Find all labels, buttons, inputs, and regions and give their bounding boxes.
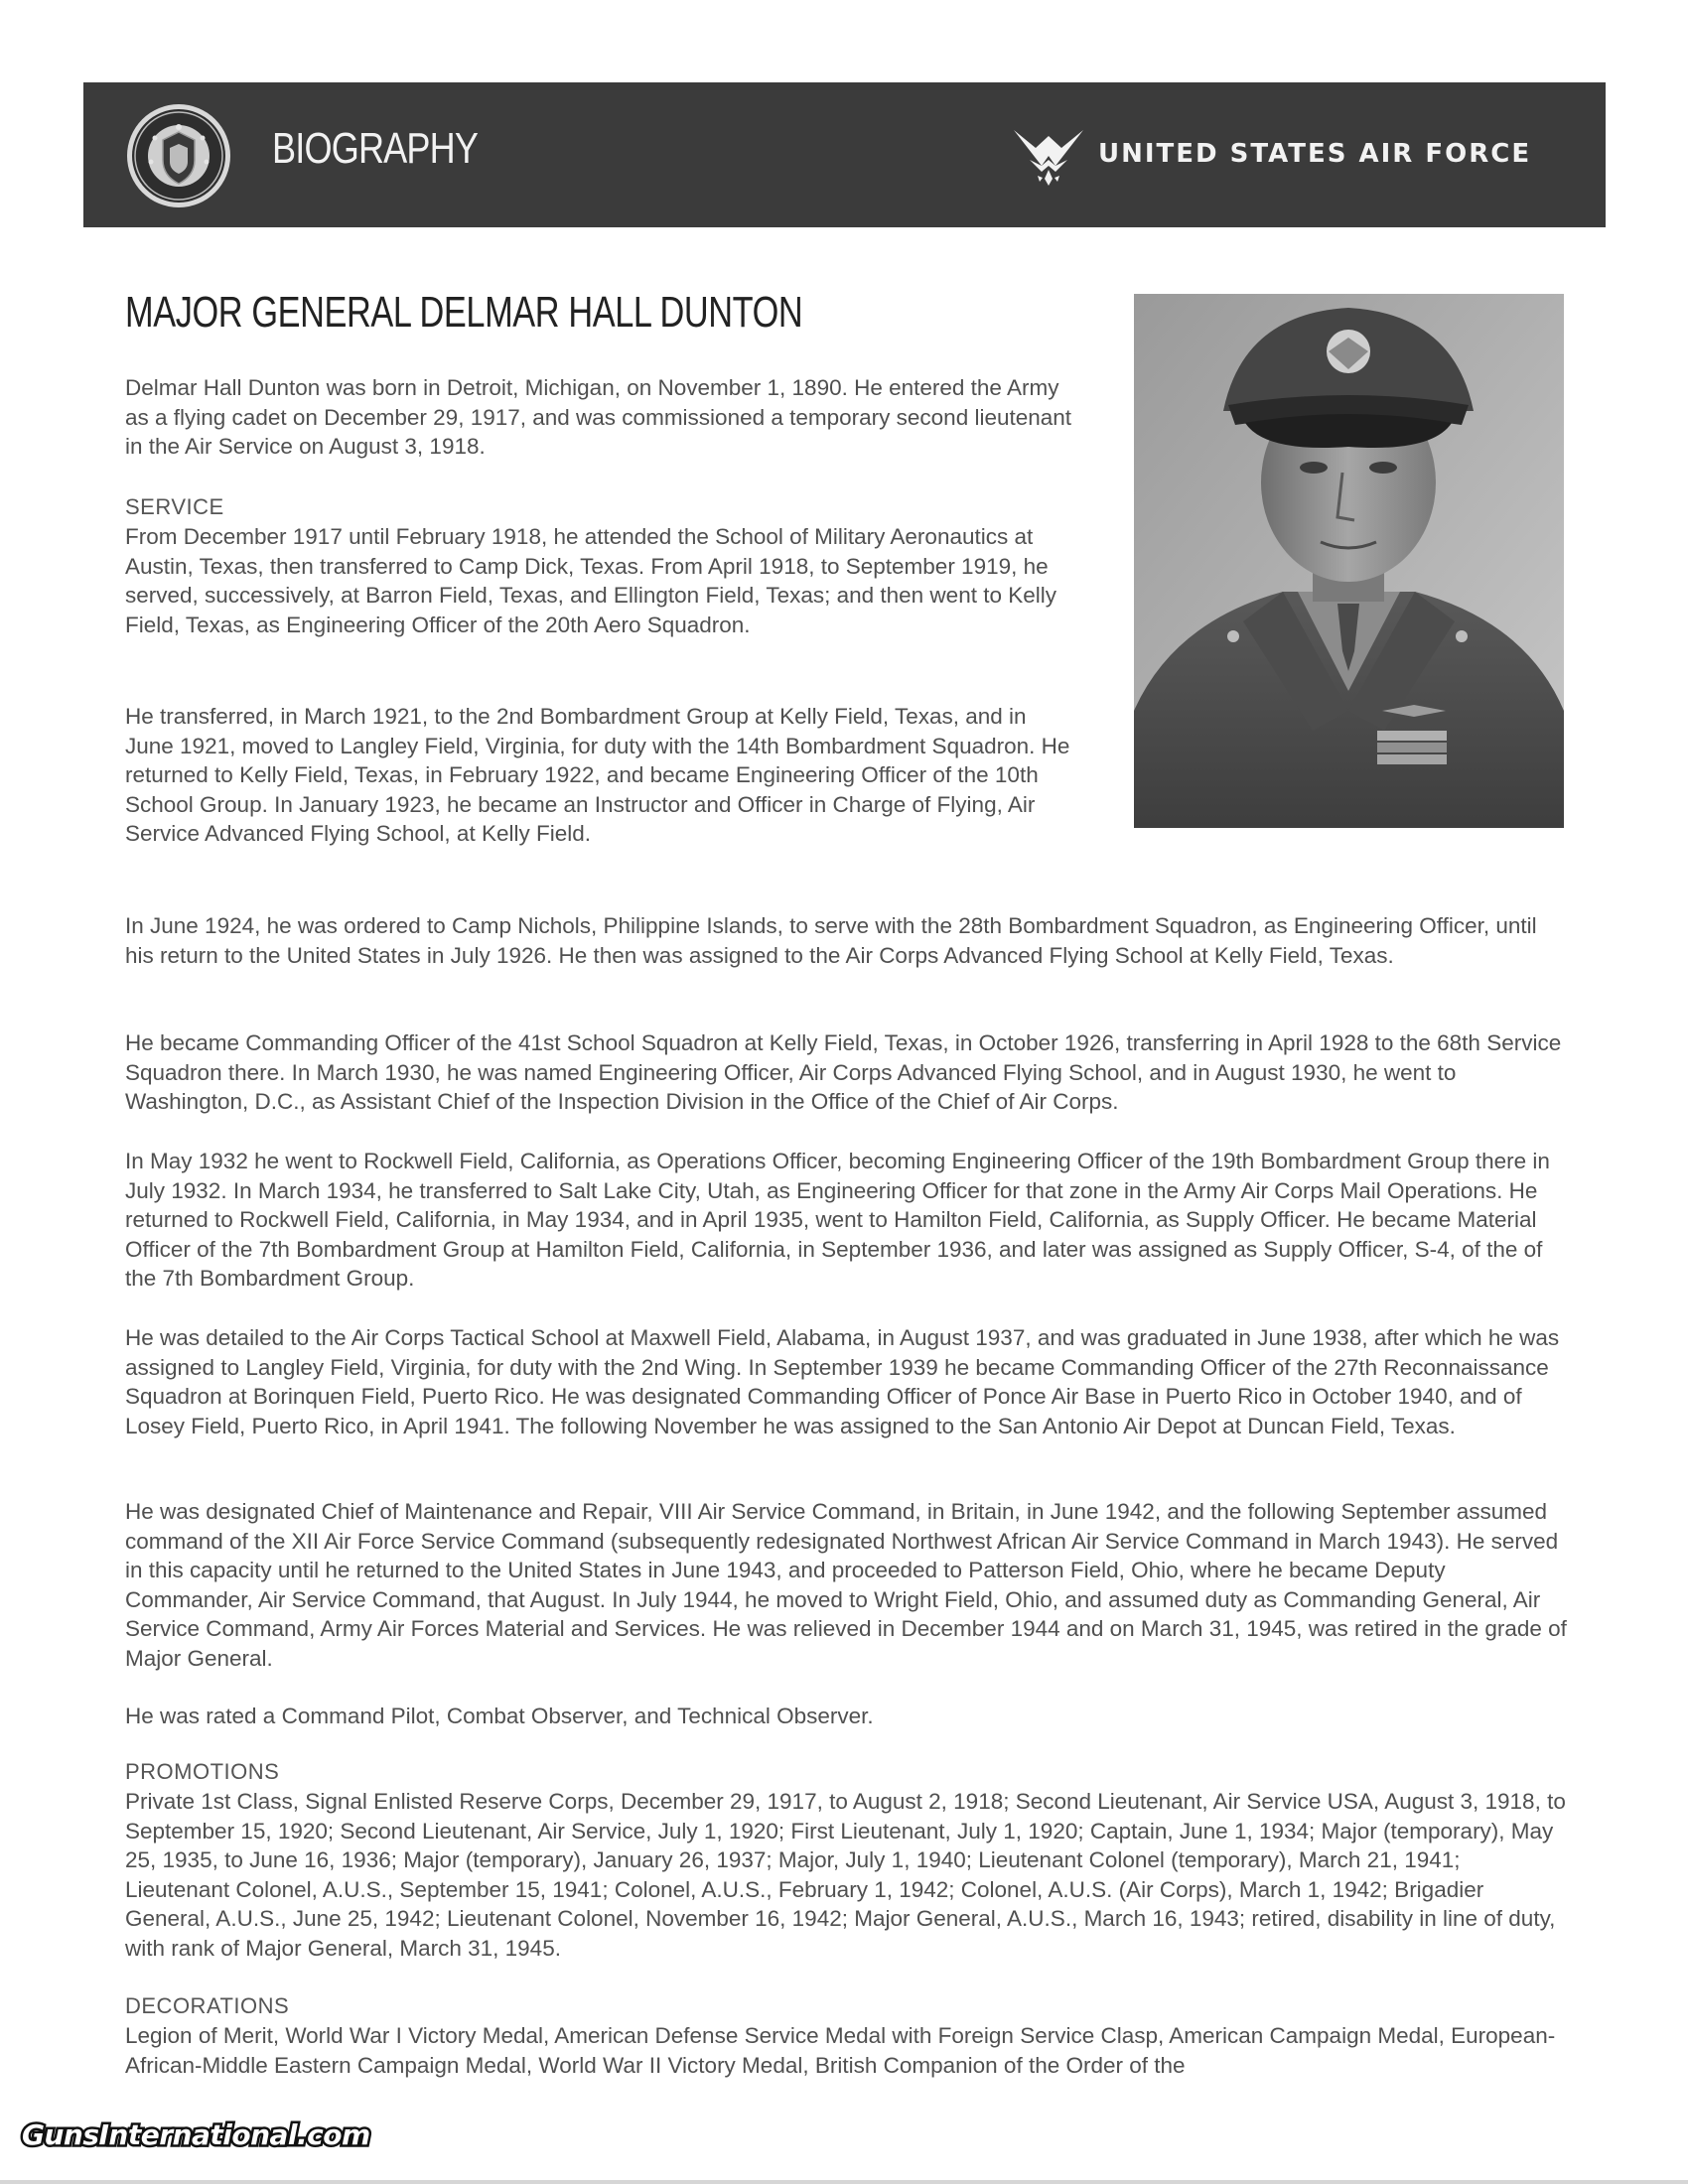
service-paragraph: He was detailed to the Air Corps Tactical School at Maxwell Field, Alabama, in August 1937, and was graduated in June 1938, after which he was assigned to Langley Field, Virginia, for duty with the 2nd Wing. In September 1939 he became Commanding Officer of the 27th Reconnaissance Squadron at Borinquen Field, Puerto Rico. He was designated Commanding Officer of Ponce Air Base in Puerto Rico in October 1940, and of Losey Field, Puerto Rico, in April 1941. The following November he was assigned to the San Antonio Air Depot at Duncan Field, Texas. (125, 1325, 1560, 1438)
service-paragraph: In May 1932 he went to Rockwell Field, California, as Operations Officer, becoming Engineering Officer of the 19th Bombardment Group there in July 1932. In March 1934, he transferred to Salt Lake City, Utah, as Engineering Officer for that zone in the Army Air Corps Mail Operations. He returned to Rockwell Field, California, in May 1934, and in April 1935, went to Hamilton Field, California, as Supply Officer. He became Material Officer of the 7th Bombardment Group at Hamilton Field, California, in September 1936, and later was assigned as Supply Officer, S-4, of the of the 7th Bombardment Group. (125, 1149, 1550, 1291)
service-paragraph: He became Commanding Officer of the 41st School Squadron at Kelly Field, Texas, in October 1926, transferring in April 1928 to the 68th Service Squadron there. In March 1930, he was named Engineering Officer, Air Corps Advanced Flying School, and in August 1930, he went to Washington, D.C., as Assistant Chief of the Inspection Division in the Office of the Chief of Air Corps. (125, 1030, 1562, 1114)
service-heading: SERVICE (125, 494, 224, 519)
banner-title: BIOGRAPHY (272, 124, 479, 173)
service-paragraph: From December 1917 until February 1918, he attended the School of Military Aeronautics at Austin, Texas, then transferred to Camp Dick, Texas. From April 1918, to September 1919, he served, successively, at Barron Field, Texas, and Ellington Field, Texas; and then went to Kelly Field, Texas, as Engineering Officer of the 20th Aero Squadron. (125, 524, 1056, 637)
usaf-wings-icon (1012, 126, 1085, 188)
scan-edge (0, 2180, 1688, 2184)
decorations-heading: DECORATIONS (125, 1993, 290, 2018)
decorations-paragraph: Legion of Merit, World War I Victory Medal, American Defense Service Medal with Foreign Service Clasp, American Campaign Medal, European-African-Middle Eastern Campaign Medal, World War II Victory Medal, British Companion of the Order of the (125, 2023, 1556, 2078)
service-paragraph: He was designated Chief of Maintenance and Repair, VIII Air Service Command, in Britain, in June 1942, and the following September assumed command of the XII Air Force Service Command (subsequently redesignated Northwest African Air Service Command in March 1943). He served in this capacity until he returned to the United States in June 1943, and proceeded to Patterson Field, Ohio, where he became Deputy Commander, Air Service Command, that August. In July 1944, he moved to Wright Field, Ohio, and assumed duty as Commanding General, Air Service Command, Army Air Forces Material and Services. He was relieved in December 1944 and on March 31, 1945, was retired in the grade of Major General. (125, 1499, 1567, 1671)
promotions-heading: PROMOTIONS (125, 1759, 280, 1784)
usaf-brand-text: UNITED STATES AIR FORCE (1098, 139, 1532, 169)
page-title: MAJOR GENERAL DELMAR HALL DUNTON (125, 288, 803, 337)
intro-paragraph: Delmar Hall Dunton was born in Detroit, Michigan, on November 1, 1890. He entered the Army as a flying cadet on December 29, 1917, and was commissioned a temporary second lieutenant in the Air Service on August 3, 1918. (125, 375, 1072, 459)
service-paragraph: He was rated a Command Pilot, Combat Observer, and Technical Observer. (125, 1704, 874, 1728)
service-paragraph: He transferred, in March 1921, to the 2nd Bombardment Group at Kelly Field, Texas, and in June 1921, moved to Langley Field, Virginia, for duty with the 14th Bombardment Squadron. He returned to Kelly Field, Texas, in February 1922, and became Engineering Officer of the 10th School Group. In January 1923, he became an Instructor and Officer in Charge of Flying, Air Service Advanced Flying School, at Kelly Field. (125, 704, 1070, 846)
service-paragraph: In June 1924, he was ordered to Camp Nichols, Philippine Islands, to serve with the 28th Bombardment Squadron, as Engineering Officer, until his return to the United States in July 1926. He then was assigned to the Air Corps Advanced Flying School at Kelly Field, Texas. (125, 913, 1537, 968)
header-banner (83, 82, 1606, 227)
air-force-seal-icon (125, 102, 232, 209)
watermark-logo: GunsInternational.com (22, 2118, 370, 2151)
portrait-photo (1134, 294, 1564, 828)
promotions-paragraph: Private 1st Class, Signal Enlisted Reserve Corps, December 29, 1917, to August 2, 1918; Second Lieutenant, Air Service USA, August 3, 1918, to September 15, 1920; Second Lieutenant, Air Service, July 1, 1920; First Lieutenant, July 1, 1920; Captain, June 1, 1934; Major (temporary), May 25, 1935, to June 16, 1936; Major (temporary), January 26, 1937; Major, July 1, 1940; Lieutenant Colonel (temporary), March 21, 1941; Lieutenant Colonel, A.U.S., September 15, 1941; Colonel, A.U.S., February 1, 1942; Colonel, A.U.S. (Air Corps), March 1, 1942; Brigadier General, A.U.S., June 25, 1942; Lieutenant Colonel, November 16, 1942; Major General, A.U.S., March 16, 1943; retired, disability in line of duty, with rank of Major General, March 31, 1945. (125, 1789, 1566, 1961)
